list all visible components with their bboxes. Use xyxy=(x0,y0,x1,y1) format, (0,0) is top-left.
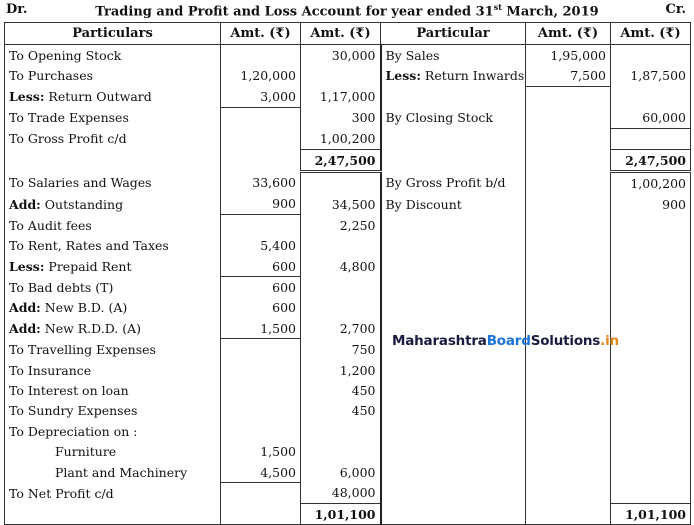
right-amt2-cell xyxy=(611,86,691,107)
table-row xyxy=(5,483,691,504)
cell-text: 1,500 xyxy=(260,444,296,460)
left-amt2-cell xyxy=(301,360,381,380)
left-amt1-cell xyxy=(221,380,301,400)
right-amt1-cell xyxy=(526,421,611,441)
right-amt1-cell xyxy=(526,380,611,400)
right-particular-cell xyxy=(381,45,526,66)
right-amt1-cell xyxy=(526,360,611,380)
cell-text: Return Outward xyxy=(44,89,152,105)
left-particular-cell xyxy=(5,215,221,236)
right-particular-cell xyxy=(381,504,526,525)
left-particular-cell xyxy=(5,483,221,504)
left-particular-cell xyxy=(5,107,221,128)
table-row xyxy=(5,380,691,400)
left-particular-cell xyxy=(5,256,221,277)
right-amt2-cell xyxy=(611,277,691,298)
ledger-table xyxy=(4,22,691,525)
left-amt1-cell xyxy=(221,149,301,171)
header-amt2-left: Amt. (₹) xyxy=(301,23,381,45)
table-row xyxy=(5,149,691,171)
right-amt1-cell xyxy=(526,45,611,66)
right-amt1-cell xyxy=(526,86,611,107)
cell-text: New B.D. (A) xyxy=(40,300,128,316)
keyword-label: Add: xyxy=(9,300,41,316)
header-amt1-left: Amt. (₹) xyxy=(221,23,301,45)
keyword-label: Less: xyxy=(385,68,421,84)
cell-text: To Purchases xyxy=(9,68,94,84)
right-amt2-cell xyxy=(611,318,691,339)
cell-text: To Gross Profit c/d xyxy=(9,131,127,147)
cell-text: To Depreciation on : xyxy=(9,423,138,439)
right-particular-cell xyxy=(381,107,526,128)
right-amt1-cell xyxy=(526,194,611,215)
cell-text: 1,200 xyxy=(339,362,376,378)
cr-label: Cr. xyxy=(665,2,686,17)
right-amt1-cell xyxy=(526,172,611,194)
table-row xyxy=(5,441,691,461)
left-particular-cell xyxy=(5,380,221,400)
left-particular-cell xyxy=(5,441,221,461)
table-row xyxy=(5,172,691,194)
cell-text: By Closing Stock xyxy=(385,110,493,126)
right-particular-cell xyxy=(381,86,526,107)
title-text-end: March, 2019 xyxy=(501,4,599,20)
right-amt1-cell xyxy=(526,462,611,483)
left-amt1-cell xyxy=(221,194,301,215)
table-row xyxy=(5,360,691,380)
left-amt2-cell xyxy=(301,86,381,107)
right-amt2-cell xyxy=(611,128,691,149)
right-particular-cell xyxy=(381,380,526,400)
left-amt2-cell xyxy=(301,318,381,339)
cell-text: Return Inwards xyxy=(420,68,525,84)
left-particular-cell xyxy=(5,236,221,256)
left-particular-cell xyxy=(5,401,221,421)
cell-text: 6,000 xyxy=(339,464,376,480)
header-amt1-right: Amt. (₹) xyxy=(526,23,611,45)
keyword-label: Less: xyxy=(9,258,45,274)
right-particular-cell xyxy=(381,421,526,441)
cell-text: To Audit fees xyxy=(9,217,92,233)
left-amt1-cell xyxy=(221,339,301,360)
cell-text: 2,47,500 xyxy=(625,152,686,168)
left-amt1-cell xyxy=(221,236,301,256)
right-particular-cell xyxy=(381,236,526,256)
right-amt2-cell xyxy=(611,462,691,483)
cell-text: 300 xyxy=(351,110,376,126)
left-amt2-cell xyxy=(301,172,381,194)
right-amt1-cell xyxy=(526,401,611,421)
left-amt2-cell xyxy=(301,149,381,171)
keyword-label: Less: xyxy=(9,89,45,105)
left-particular-cell xyxy=(5,149,221,171)
right-particular-cell xyxy=(381,172,526,194)
right-amt1-cell xyxy=(526,483,611,504)
right-particular-cell xyxy=(381,128,526,149)
left-amt2-cell xyxy=(301,215,381,236)
left-particular-cell xyxy=(5,318,221,339)
left-amt2-cell xyxy=(301,194,381,215)
right-amt2-cell xyxy=(611,215,691,236)
cell-text: 30,000 xyxy=(331,47,376,63)
cell-text: 2,47,500 xyxy=(314,152,376,168)
left-amt1-cell xyxy=(221,107,301,128)
table-header-row xyxy=(5,23,691,45)
title-superscript: st xyxy=(493,2,502,12)
right-amt2-cell xyxy=(611,360,691,380)
right-particular-cell xyxy=(381,215,526,236)
cell-text: Plant and Machinery xyxy=(55,464,188,480)
right-amt2-cell xyxy=(611,504,691,525)
cell-text: 1,00,200 xyxy=(319,131,376,146)
right-amt1-cell xyxy=(526,215,611,236)
left-amt1-cell xyxy=(221,86,301,107)
table-row xyxy=(5,504,691,525)
title-text: Trading and Profit and Loss Account for year ended 31 xyxy=(95,4,494,20)
right-amt2-cell xyxy=(611,236,691,256)
cell-text: 1,17,000 xyxy=(319,89,376,105)
cell-text: To Salaries and Wages xyxy=(9,175,152,191)
cell-text: 900 xyxy=(272,196,296,212)
cell-text: 1,00,200 xyxy=(630,176,686,192)
cell-text: 1,87,500 xyxy=(630,68,686,84)
right-amt1-cell xyxy=(526,107,611,128)
right-particular-cell xyxy=(381,462,526,483)
left-amt1-cell xyxy=(221,215,301,236)
table-row xyxy=(5,236,691,256)
cell-text: 2,700 xyxy=(339,321,376,337)
left-amt1-cell xyxy=(221,65,301,86)
right-amt2-cell xyxy=(611,149,691,171)
cell-text: 5,400 xyxy=(260,238,296,254)
left-amt2-cell xyxy=(301,45,381,66)
left-particular-cell xyxy=(5,339,221,360)
account-title xyxy=(0,2,694,19)
cell-text: 1,95,000 xyxy=(550,47,606,63)
cell-text: 48,000 xyxy=(331,485,376,501)
left-particular-cell xyxy=(5,462,221,483)
table-row xyxy=(5,298,691,318)
left-amt2-cell xyxy=(301,441,381,461)
left-particular-cell xyxy=(5,172,221,194)
right-amt2-cell xyxy=(611,45,691,66)
table-row xyxy=(5,65,691,86)
cell-text: 600 xyxy=(272,300,296,316)
table-row xyxy=(5,194,691,215)
right-particular-cell xyxy=(381,65,526,86)
right-amt1-cell xyxy=(526,277,611,298)
left-particular-cell xyxy=(5,277,221,298)
cell-text: 4,800 xyxy=(339,258,376,274)
right-particular-cell xyxy=(381,149,526,171)
right-amt2-cell xyxy=(611,65,691,86)
left-amt1-cell xyxy=(221,441,301,461)
left-amt1-cell xyxy=(221,401,301,421)
table-row xyxy=(5,421,691,441)
cell-text: 900 xyxy=(662,196,686,212)
left-amt2-cell xyxy=(301,421,381,441)
right-particular-cell xyxy=(381,277,526,298)
left-particular-cell xyxy=(5,86,221,107)
left-amt2-cell xyxy=(301,256,381,277)
left-amt1-cell xyxy=(221,298,301,318)
cell-text: 1,500 xyxy=(260,320,296,336)
cell-text: 2,250 xyxy=(339,217,376,233)
left-amt1-cell xyxy=(221,256,301,277)
cell-text: To Travelling Expenses xyxy=(9,341,156,357)
left-amt2-cell xyxy=(301,65,381,86)
cell-text: Prepaid Rent xyxy=(44,258,132,274)
cell-text: To Opening Stock xyxy=(9,47,122,63)
cell-text: To Trade Expenses xyxy=(9,110,129,126)
keyword-label: Add: xyxy=(9,321,41,337)
table-row xyxy=(5,277,691,298)
left-amt1-cell xyxy=(221,45,301,66)
right-amt2-cell xyxy=(611,339,691,360)
cell-text: By Sales xyxy=(385,47,440,63)
left-amt2-cell xyxy=(301,128,381,149)
keyword-label: Add: xyxy=(9,196,41,212)
left-particular-cell xyxy=(5,504,221,525)
left-particular-cell xyxy=(5,128,221,149)
watermark-logo: MaharashtraBoardSolutions.in xyxy=(392,333,619,349)
table-row xyxy=(5,107,691,128)
cell-text: 1,01,100 xyxy=(314,506,376,522)
left-amt2-cell xyxy=(301,339,381,360)
cell-text: To Bad debts (T) xyxy=(9,279,114,295)
right-amt2-cell xyxy=(611,194,691,215)
header-particulars-left: Particulars xyxy=(5,23,221,45)
table-row xyxy=(5,462,691,483)
right-amt2-cell xyxy=(611,483,691,504)
cell-text: 750 xyxy=(351,341,376,357)
right-amt2-cell xyxy=(611,107,691,128)
cell-text: 3,000 xyxy=(260,88,296,104)
table-row xyxy=(5,86,691,107)
right-amt1-cell xyxy=(526,504,611,525)
header-amt2-right: Amt. (₹) xyxy=(611,23,691,45)
table-row xyxy=(5,256,691,277)
right-amt1-cell xyxy=(526,128,611,149)
cell-text: To Insurance xyxy=(9,362,92,378)
cell-text: To Rent, Rates and Taxes xyxy=(9,238,169,254)
cell-text: New R.D.D. (A) xyxy=(40,321,142,337)
dr-label: Dr. xyxy=(6,2,28,17)
cell-text: To Net Profit c/d xyxy=(9,485,114,501)
left-amt2-cell xyxy=(301,236,381,256)
left-amt1-cell xyxy=(221,462,301,483)
left-amt2-cell xyxy=(301,483,381,504)
cell-text: 450 xyxy=(351,382,376,398)
right-amt1-cell xyxy=(526,256,611,277)
left-amt2-cell xyxy=(301,107,381,128)
left-amt1-cell xyxy=(221,128,301,149)
right-amt2-cell xyxy=(611,172,691,194)
right-particular-cell xyxy=(381,483,526,504)
cell-text: 1,20,000 xyxy=(240,68,296,84)
cell-text: To Sundry Expenses xyxy=(9,403,138,419)
right-amt2-cell xyxy=(611,401,691,421)
cell-text: 34,500 xyxy=(331,196,376,212)
right-particular-cell xyxy=(381,401,526,421)
left-amt2-cell xyxy=(301,298,381,318)
left-amt1-cell xyxy=(221,504,301,525)
left-amt1-cell xyxy=(221,172,301,194)
cell-text: By Gross Profit b/d xyxy=(385,175,506,191)
left-amt2-cell xyxy=(301,401,381,421)
left-amt1-cell xyxy=(221,483,301,504)
left-amt1-cell xyxy=(221,277,301,298)
right-particular-cell xyxy=(381,256,526,277)
cell-text: Furniture xyxy=(55,444,117,460)
cell-text: 600 xyxy=(272,258,296,274)
left-particular-cell xyxy=(5,65,221,86)
cell-text: 1,01,100 xyxy=(625,506,686,522)
right-amt1-cell xyxy=(526,236,611,256)
table-row xyxy=(5,128,691,149)
right-particular-cell xyxy=(381,298,526,318)
cell-text: 450 xyxy=(351,403,376,419)
right-amt2-cell xyxy=(611,298,691,318)
right-particular-cell xyxy=(381,360,526,380)
right-amt1-cell xyxy=(526,149,611,171)
left-amt1-cell xyxy=(221,318,301,339)
left-amt2-cell xyxy=(301,277,381,298)
cell-text: To Interest on loan xyxy=(9,382,129,398)
left-amt1-cell xyxy=(221,360,301,380)
table-row xyxy=(5,215,691,236)
left-particular-cell xyxy=(5,421,221,441)
cell-text: 7,500 xyxy=(570,68,606,84)
cell-text: Outstanding xyxy=(40,196,124,212)
table-body xyxy=(5,45,691,525)
right-particular-cell xyxy=(381,441,526,461)
cell-text: 33,600 xyxy=(252,175,296,191)
right-amt2-cell xyxy=(611,441,691,461)
cell-text: 4,500 xyxy=(260,464,296,480)
right-particular-cell xyxy=(381,194,526,215)
right-amt2-cell xyxy=(611,380,691,400)
left-amt2-cell xyxy=(301,380,381,400)
left-particular-cell xyxy=(5,360,221,380)
right-amt1-cell xyxy=(526,65,611,86)
left-particular-cell xyxy=(5,298,221,318)
right-amt2-cell xyxy=(611,421,691,441)
right-amt1-cell xyxy=(526,441,611,461)
table-row xyxy=(5,45,691,66)
right-amt1-cell xyxy=(526,298,611,318)
cell-text: By Discount xyxy=(385,196,462,212)
cell-text: 60,000 xyxy=(642,109,686,125)
cell-text: 600 xyxy=(272,279,296,295)
table-row xyxy=(5,401,691,421)
left-amt1-cell xyxy=(221,421,301,441)
left-amt2-cell xyxy=(301,462,381,483)
left-particular-cell xyxy=(5,45,221,66)
left-particular-cell xyxy=(5,194,221,215)
right-amt2-cell xyxy=(611,256,691,277)
header-particular-right: Particular xyxy=(381,23,526,45)
left-amt2-cell xyxy=(301,504,381,525)
